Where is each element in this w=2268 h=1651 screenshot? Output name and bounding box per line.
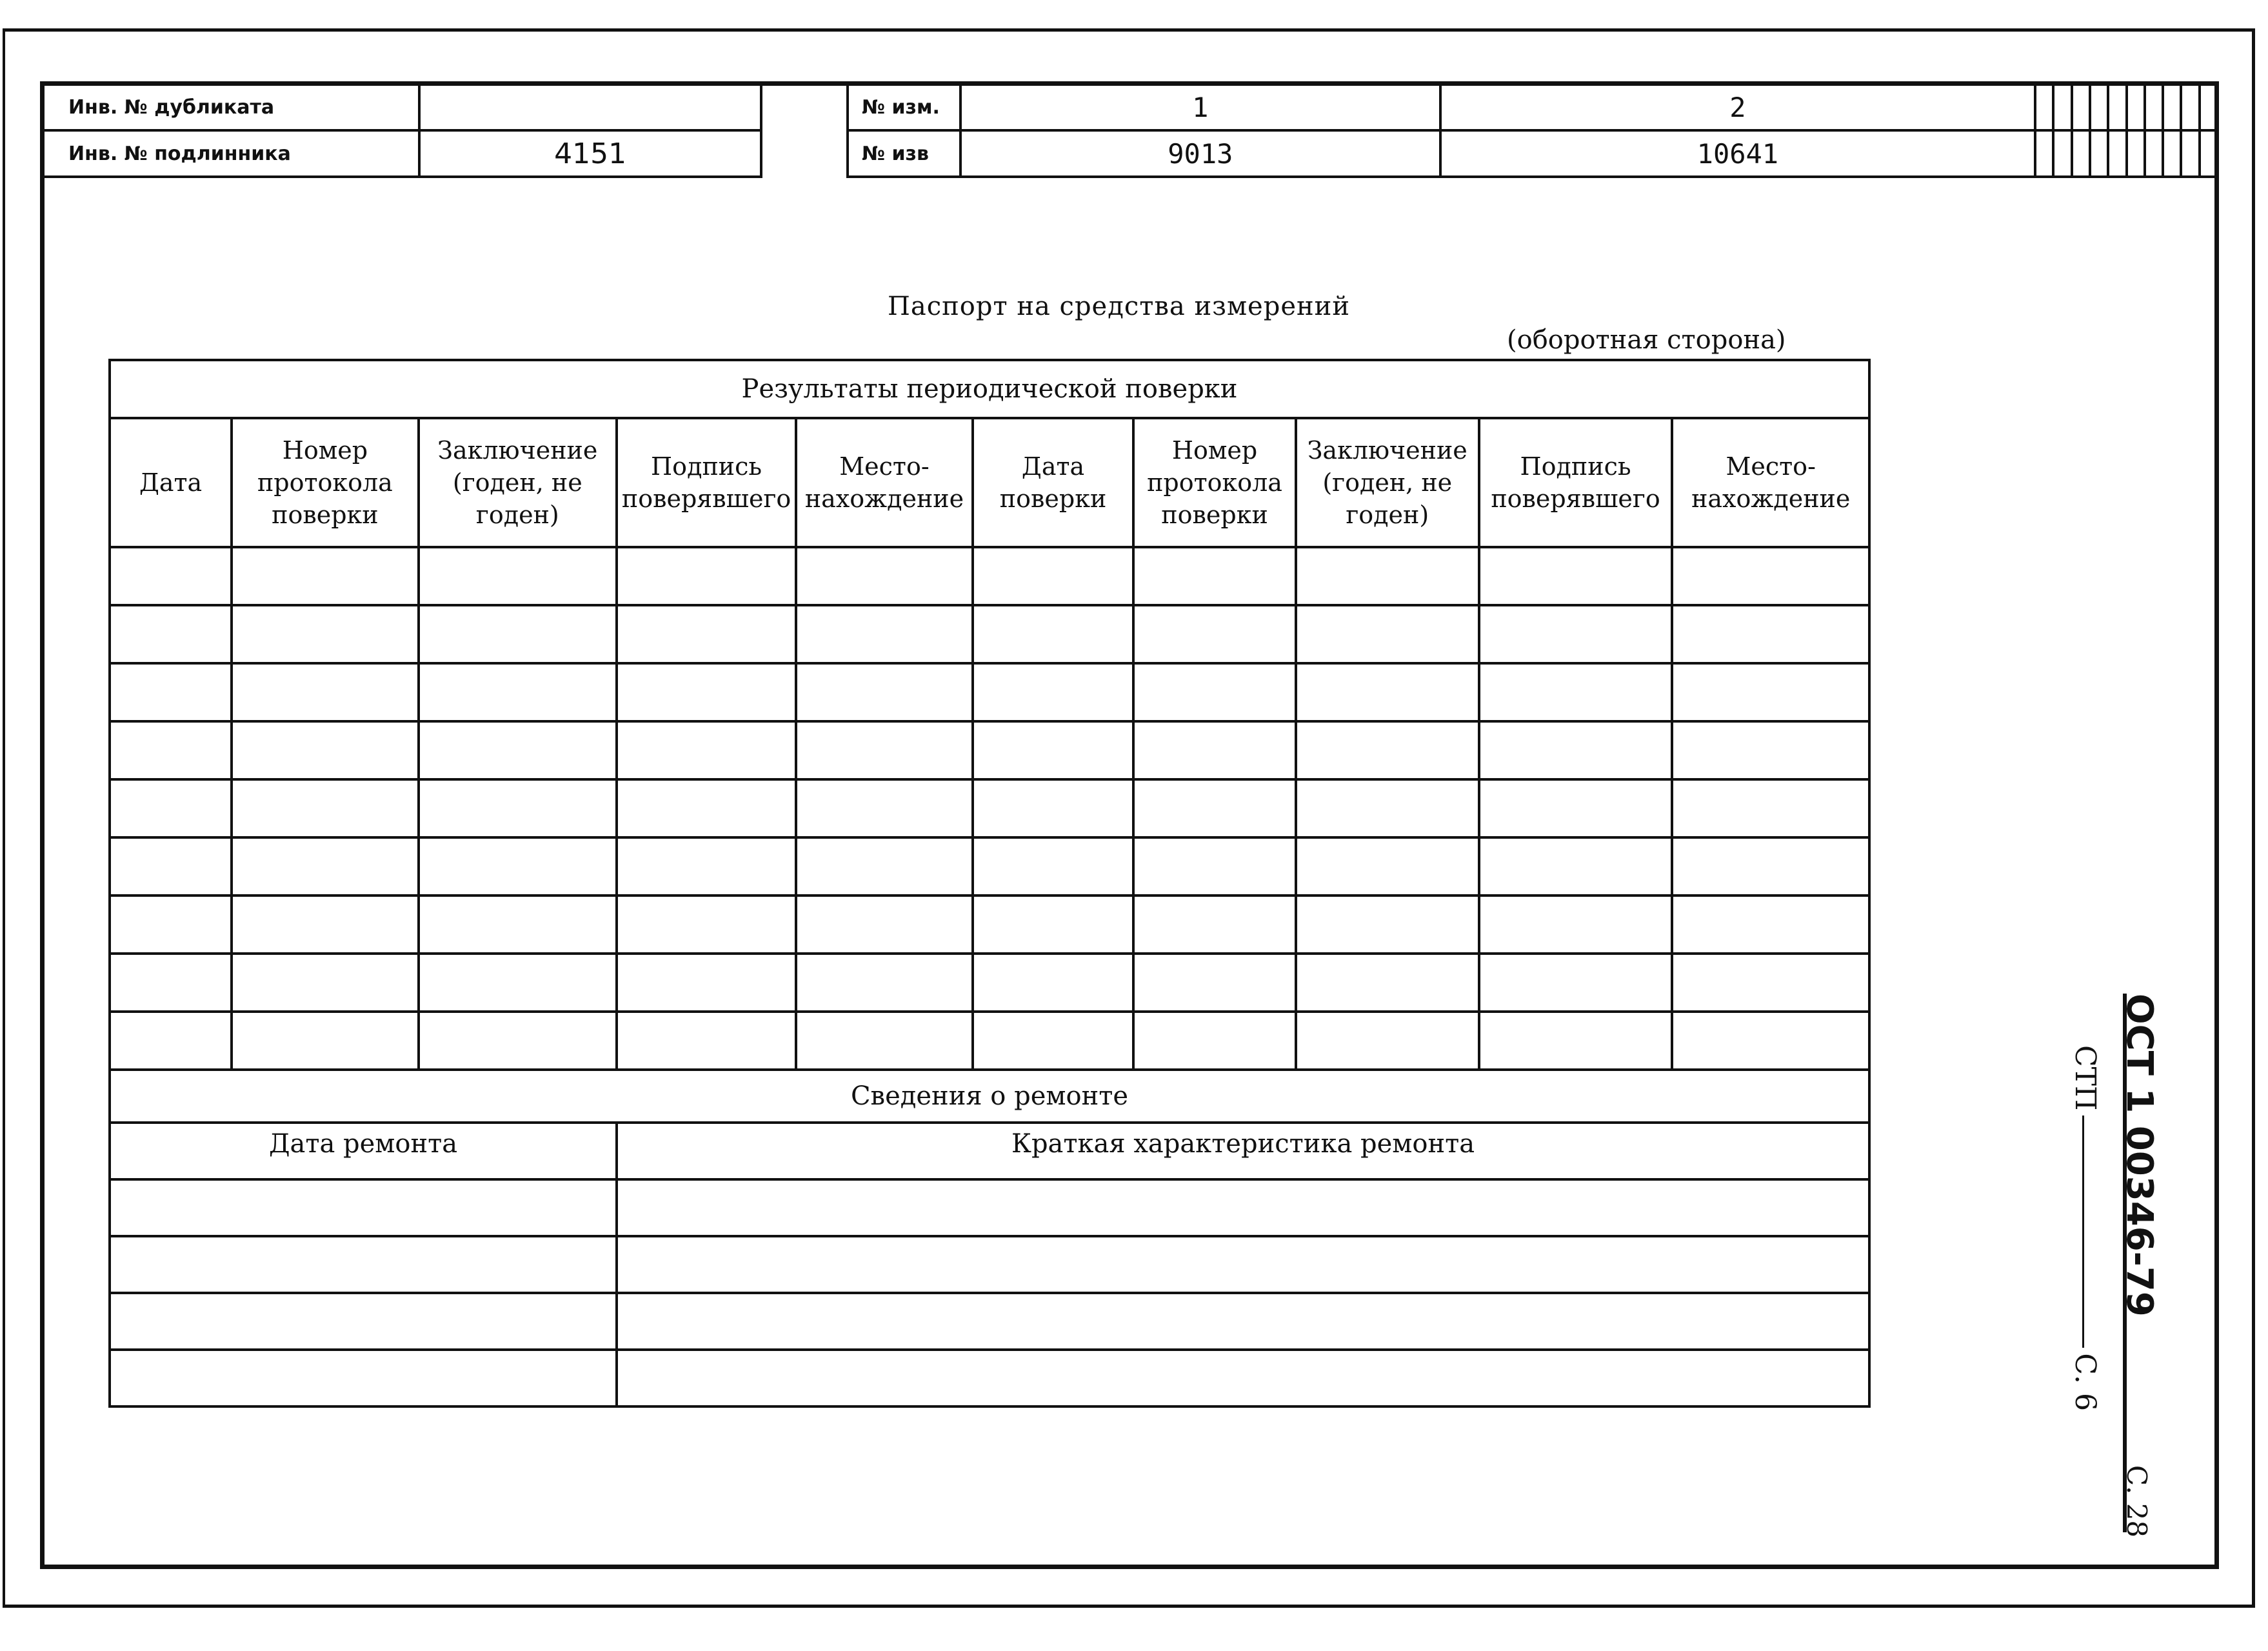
column-header: Заключение (годен, не годен) (1296, 418, 1479, 547)
column-header: Дата поверки (973, 418, 1133, 547)
original-inventory-label: Инв. № подлинника (41, 130, 419, 177)
notice-number-cell: 9013 (960, 130, 1440, 177)
notice-number-cell (2145, 130, 2163, 177)
notice-number-cell (2127, 130, 2145, 177)
document-subtitle: (оборотная сторона) (1507, 325, 1786, 355)
standard-number (2118, 994, 2160, 1606)
repair-date-header: Дата ремонта (110, 1123, 617, 1179)
change-number-cell (2108, 84, 2126, 130)
repair-row (110, 1236, 1869, 1293)
column-header: Заключение (годен, не годен) (419, 418, 617, 547)
table-row (110, 779, 1869, 837)
change-log-stamp (846, 83, 2219, 178)
column-header: Подпись поверявшего (1479, 418, 1673, 547)
table-row (110, 896, 1869, 954)
standard-code: ОСТ 1 00346-79 (2118, 994, 2160, 1317)
table-row (110, 605, 1869, 663)
change-number-cell: 2 (1440, 84, 2035, 130)
table-row (110, 1012, 1869, 1070)
notice-number-cell (2181, 130, 2199, 177)
stp-label: СТП (2069, 1045, 2102, 1111)
duplicate-inventory-value (419, 84, 761, 130)
change-number-cell (2035, 84, 2053, 130)
notice-number-label: № изв (848, 130, 960, 177)
table-row (110, 954, 1869, 1012)
stp-text (2065, 1045, 2104, 1445)
table-row (110, 663, 1869, 721)
standard-designation (2118, 994, 2160, 1606)
change-number-label: № изм. (848, 84, 960, 130)
change-number-cell (2072, 84, 2090, 130)
column-header: Подпись поверявшего (617, 418, 796, 547)
stp-designation (2065, 1045, 2104, 1445)
table-row (110, 837, 1869, 896)
document-title: Паспорт на средства измерений (888, 292, 1350, 321)
notice-number-cell (2090, 130, 2108, 177)
column-header: Место-нахождение (1672, 418, 1869, 547)
repair-row (110, 1350, 1869, 1406)
notice-number-cell (2072, 130, 2090, 177)
original-inventory-value: 4151 (419, 130, 761, 177)
verification-table (108, 359, 1871, 1408)
change-number-cell (2145, 84, 2163, 130)
change-number-cell (2163, 84, 2181, 130)
inventory-stamp (40, 83, 762, 178)
change-number-cell (2090, 84, 2108, 130)
change-number-cell (2181, 84, 2199, 130)
duplicate-inventory-label: Инв. № дубликата (41, 84, 419, 130)
repair-description-header: Краткая характеристика ремонта (617, 1123, 1869, 1179)
repair-info-header: Сведения о ремонте (110, 1070, 1869, 1123)
column-header: Место-нахождение (796, 418, 973, 547)
notice-number-cell (2108, 130, 2126, 177)
repair-row (110, 1293, 1869, 1350)
standard-page: С. 28 (2121, 1465, 2153, 1538)
table-row (110, 721, 1869, 779)
column-header: Номер протокола поверки (232, 418, 418, 547)
notice-number-cell (2200, 130, 2218, 177)
change-number-cell (2053, 84, 2071, 130)
notice-number-cell (2163, 130, 2181, 177)
stp-page: С. 6 (2069, 1353, 2102, 1412)
notice-number-cell (2035, 130, 2053, 177)
repair-row (110, 1179, 1869, 1236)
notice-number-cell (2053, 130, 2071, 177)
notice-number-cell: 10641 (1440, 130, 2035, 177)
change-number-cell (2200, 84, 2218, 130)
table-row (110, 547, 1869, 605)
change-number-cell: 1 (960, 84, 1440, 130)
column-header: Дата (110, 418, 232, 547)
column-header: Номер протокола поверки (1133, 418, 1296, 547)
change-number-cell (2127, 84, 2145, 130)
verification-results-header: Результаты периодической поверки (110, 360, 1869, 418)
